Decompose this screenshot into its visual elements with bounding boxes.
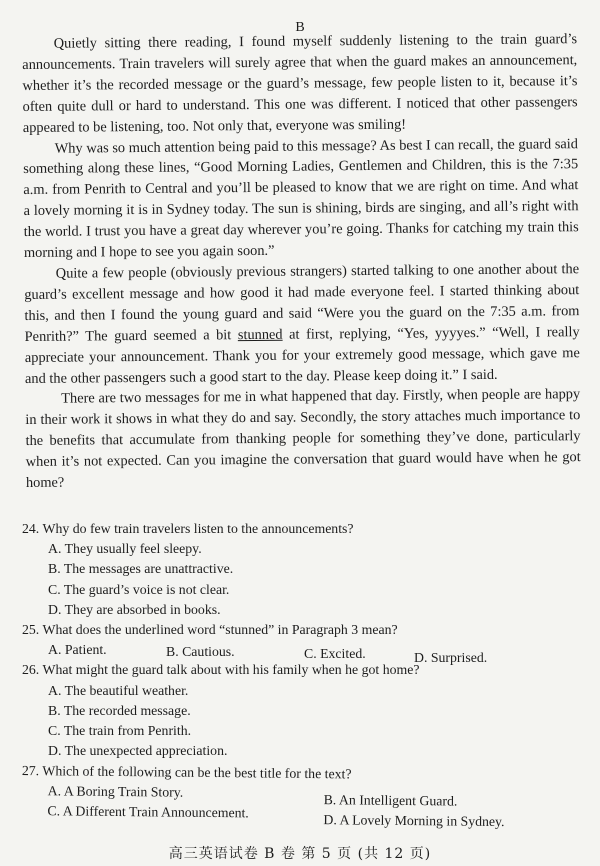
paragraph-1: Quietly sitting there reading, I found myself suddenly listening to the train guard’s announcements. Train travelers will surely agree that when the guard makes an announcement, whether it’s the recorded message or the guard’s message, few people listen to it, because it’s often quite dull or hard to understand. This one was different. I noticed that other passengers appeared to be listening, too. Not only that, everyone was smiling!: [22, 31, 578, 136]
question-list: [21, 519, 582, 830]
option-a: A. A Boring Train Story.: [47, 783, 184, 801]
paragraph-3-part-2: at first, replying, “Yes, yyyyes.” “Well, I really appreciate your announcement. Thank you for your extremely good message, which gave me and the other passengers such a good start to the day. Please keep doing it.” I said.: [24, 323, 580, 387]
option-b: B. The messages are unattractive.: [48, 561, 234, 577]
question-stem: 24. Why do few train travelers listen to the announcements?: [22, 521, 354, 536]
question-26: [22, 660, 582, 761]
option-a: A. Patient.: [48, 642, 107, 658]
option-b: B. An Intelligent Guard.: [323, 792, 458, 810]
option-c: C. The train from Penrith.: [48, 723, 192, 739]
question-stem: 27. Which of the following can be the best title for the text?: [21, 763, 352, 782]
paragraph-4: There are two messages for me in what happened that day. Firstly, when people are happy in their work it shows in what they do and say. Secondly, the story attaches much importance to the benefits that accumulate from thanking people for something they’ve done, particularly when it’s not expected. Can you imagine the conversation that guard would have when he got home?: [25, 386, 581, 492]
option-a: A. The beautiful weather.: [48, 682, 189, 698]
option-b: B. The recorded message.: [48, 702, 191, 718]
page-footer: 高三英语试卷 B 卷 第 5 页 (共 12 页): [168, 846, 432, 862]
option-a: A. They usually feel sleepy.: [48, 541, 202, 557]
option-d: D. A Lovely Morning in Sydney.: [323, 812, 505, 830]
question-stem: 26. What might the guard talk about with his family when he got home?: [22, 662, 420, 678]
paragraph-2: Why was so much attention being paid to this message? As best I can recall, the guard said something along these lines, “Good Morning Ladies, Gentlemen and Children, this is the 7:35 a.m. from Penrith to Central and you’ll be pleased to know that we are right on time. And what a lovely morning it is in Sydney today. The sun is shining, birds are singing, and all’s right with the world. I trust you have a great day wherever you’re going. Thanks for catching my train this morning and I hope to see you again soon.”: [23, 135, 579, 262]
question-24: [22, 519, 582, 620]
option-c: C. A Different Train Announcement.: [47, 804, 249, 822]
option-c: C. Excited.: [304, 646, 366, 662]
option-c: C. The guard’s voice is not clear.: [48, 581, 230, 597]
option-d: D. The unexpected appreciation.: [48, 743, 228, 759]
question-27: [21, 761, 582, 830]
option-b: B. Cautious.: [166, 644, 235, 660]
option-d: D. Surprised.: [414, 650, 488, 666]
section-heading: B: [295, 20, 305, 35]
underlined-word: stunned: [237, 326, 283, 343]
reading-passage: [22, 29, 581, 494]
question-25: [22, 620, 582, 666]
options-row-2: [47, 802, 581, 828]
question-stem: 25. What does the underlined word “stunned” in Paragraph 3 mean?: [22, 622, 398, 638]
paragraph-3: [24, 259, 580, 389]
options-row: [48, 640, 582, 666]
option-d: D. They are absorbed in books.: [48, 601, 221, 617]
paragraph-3-part-1: Quite a few people (obviously previous strangers) started talking to one another about the guard’s excellent message and how good it had made everyone feel. I started thinking about this, and then I found the young guard and said “Were you the guard on the 7:35 a.m. from Penrith?” The guard seemed a bit: [24, 261, 580, 345]
